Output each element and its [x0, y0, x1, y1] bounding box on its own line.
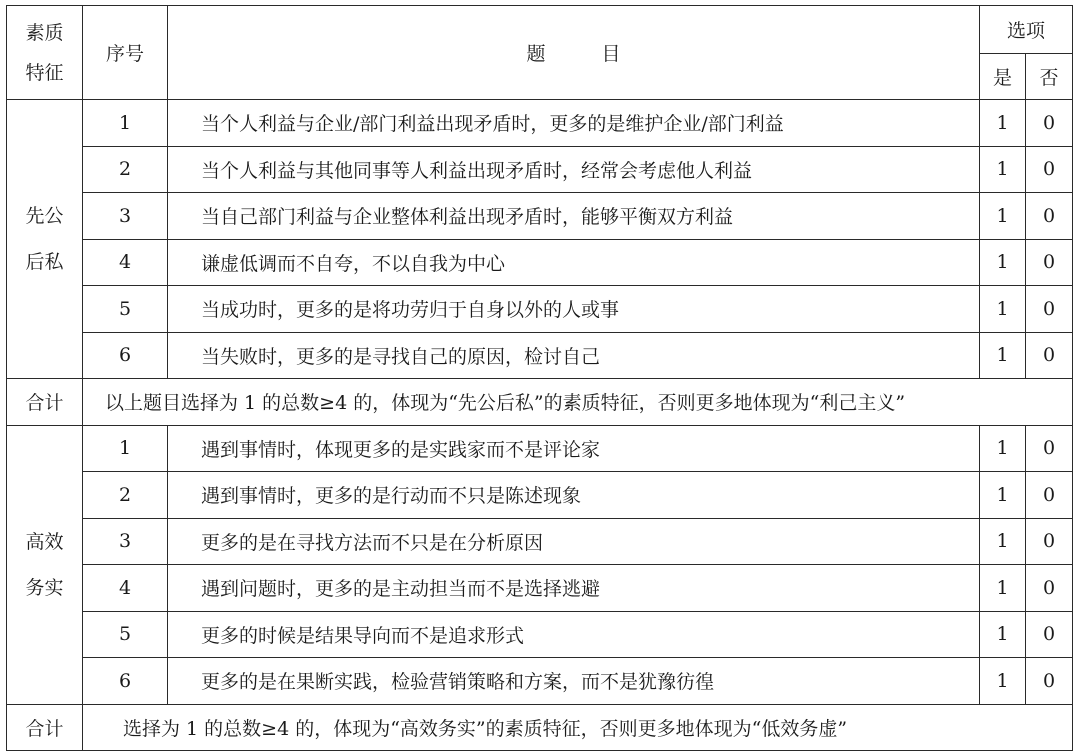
question-text: 当自己部门利益与企业整体利益出现矛盾时，能够平衡双方利益	[168, 193, 980, 240]
header-no: 否	[1026, 54, 1073, 100]
option-yes: 1	[980, 472, 1026, 519]
option-yes: 1	[980, 425, 1026, 472]
option-yes: 1	[980, 286, 1026, 333]
header-trait-line1: 素质	[25, 21, 64, 44]
header-title	[168, 6, 980, 100]
option-yes: 1	[980, 239, 1026, 286]
option-no: 0	[1026, 565, 1073, 612]
summary-text: 以上题目选择为 1 的总数≥4 的，体现为“先公后私”的素质特征，否则更多地体现为“利己主义”	[83, 379, 1073, 426]
option-yes: 1	[980, 565, 1026, 612]
question-text: 谦虚低调而不自夸，不以自我为中心	[168, 239, 980, 286]
questionnaire-table	[6, 5, 1073, 751]
table-row	[7, 146, 1073, 193]
section-2-trait	[7, 425, 83, 704]
option-yes: 1	[980, 611, 1026, 658]
row-number: 6	[83, 658, 168, 705]
row-number: 5	[83, 611, 168, 658]
question-text: 当成功时，更多的是将功劳归于自身以外的人或事	[168, 286, 980, 333]
table-row	[7, 472, 1073, 519]
table-row	[7, 193, 1073, 240]
option-no: 0	[1026, 193, 1073, 240]
row-number: 4	[83, 565, 168, 612]
table-row	[7, 658, 1073, 705]
option-no: 0	[1026, 658, 1073, 705]
option-no: 0	[1026, 100, 1073, 147]
row-number: 6	[83, 332, 168, 379]
table-row	[7, 239, 1073, 286]
section-2-trait-line1: 高效	[25, 530, 64, 553]
option-no: 0	[1026, 425, 1073, 472]
summary-label: 合计	[7, 379, 83, 426]
question-text: 当个人利益与其他同事等人利益出现矛盾时，经常会考虑他人利益	[168, 146, 980, 193]
row-number: 3	[83, 518, 168, 565]
option-yes: 1	[980, 100, 1026, 147]
question-text: 当失败时，更多的是寻找自己的原因，检讨自己	[168, 332, 980, 379]
table-row	[7, 332, 1073, 379]
section-1-trait	[7, 100, 83, 379]
header-trait-line2: 特征	[25, 61, 64, 84]
question-text: 更多的是在寻找方法而不只是在分析原因	[168, 518, 980, 565]
option-no: 0	[1026, 239, 1073, 286]
header-trait	[7, 6, 83, 100]
question-text: 遇到事情时，体现更多的是实践家而不是评论家	[168, 425, 980, 472]
table-row	[7, 425, 1073, 472]
option-no: 0	[1026, 611, 1073, 658]
row-number: 3	[83, 193, 168, 240]
summary-row	[7, 704, 1073, 751]
option-no: 0	[1026, 146, 1073, 193]
option-yes: 1	[980, 193, 1026, 240]
summary-text: 选择为 1 的总数≥4 的，体现为“高效务实”的素质特征，否则更多地体现为“低效务虚”	[83, 704, 1073, 751]
question-text: 更多的时候是结果导向而不是追求形式	[168, 611, 980, 658]
row-number: 5	[83, 286, 168, 333]
section-2-trait-line2: 务实	[25, 576, 64, 599]
row-number: 1	[83, 425, 168, 472]
option-yes: 1	[980, 146, 1026, 193]
option-yes: 1	[980, 332, 1026, 379]
header-title-char-1: 题	[526, 43, 546, 65]
section-1-trait-line2: 后私	[25, 251, 64, 273]
row-number: 2	[83, 472, 168, 519]
summary-label: 合计	[7, 704, 83, 751]
option-no: 0	[1026, 472, 1073, 519]
table-row	[7, 518, 1073, 565]
header-number: 序号	[83, 6, 168, 100]
header-row	[7, 6, 1073, 54]
header-options: 选项	[980, 6, 1073, 54]
option-yes: 1	[980, 518, 1026, 565]
table-row	[7, 100, 1073, 147]
header-title-char-2: 目	[601, 43, 621, 65]
question-text: 更多的是在果断实践，检验营销策略和方案，而不是犹豫彷徨	[168, 658, 980, 705]
question-text: 当个人利益与企业/部门利益出现矛盾时，更多的是维护企业/部门利益	[168, 100, 980, 147]
table-row	[7, 286, 1073, 333]
question-text: 遇到问题时，更多的是主动担当而不是选择逃避	[168, 565, 980, 612]
row-number: 4	[83, 239, 168, 286]
option-yes: 1	[980, 658, 1026, 705]
table-row	[7, 611, 1073, 658]
option-no: 0	[1026, 332, 1073, 379]
header-yes: 是	[980, 54, 1026, 100]
row-number: 2	[83, 146, 168, 193]
option-no: 0	[1026, 518, 1073, 565]
summary-row	[7, 379, 1073, 426]
section-1-trait-line1: 先公	[25, 205, 64, 227]
table-row	[7, 565, 1073, 612]
option-no: 0	[1026, 286, 1073, 333]
question-text: 遇到事情时，更多的是行动而不只是陈述现象	[168, 472, 980, 519]
row-number: 1	[83, 100, 168, 147]
